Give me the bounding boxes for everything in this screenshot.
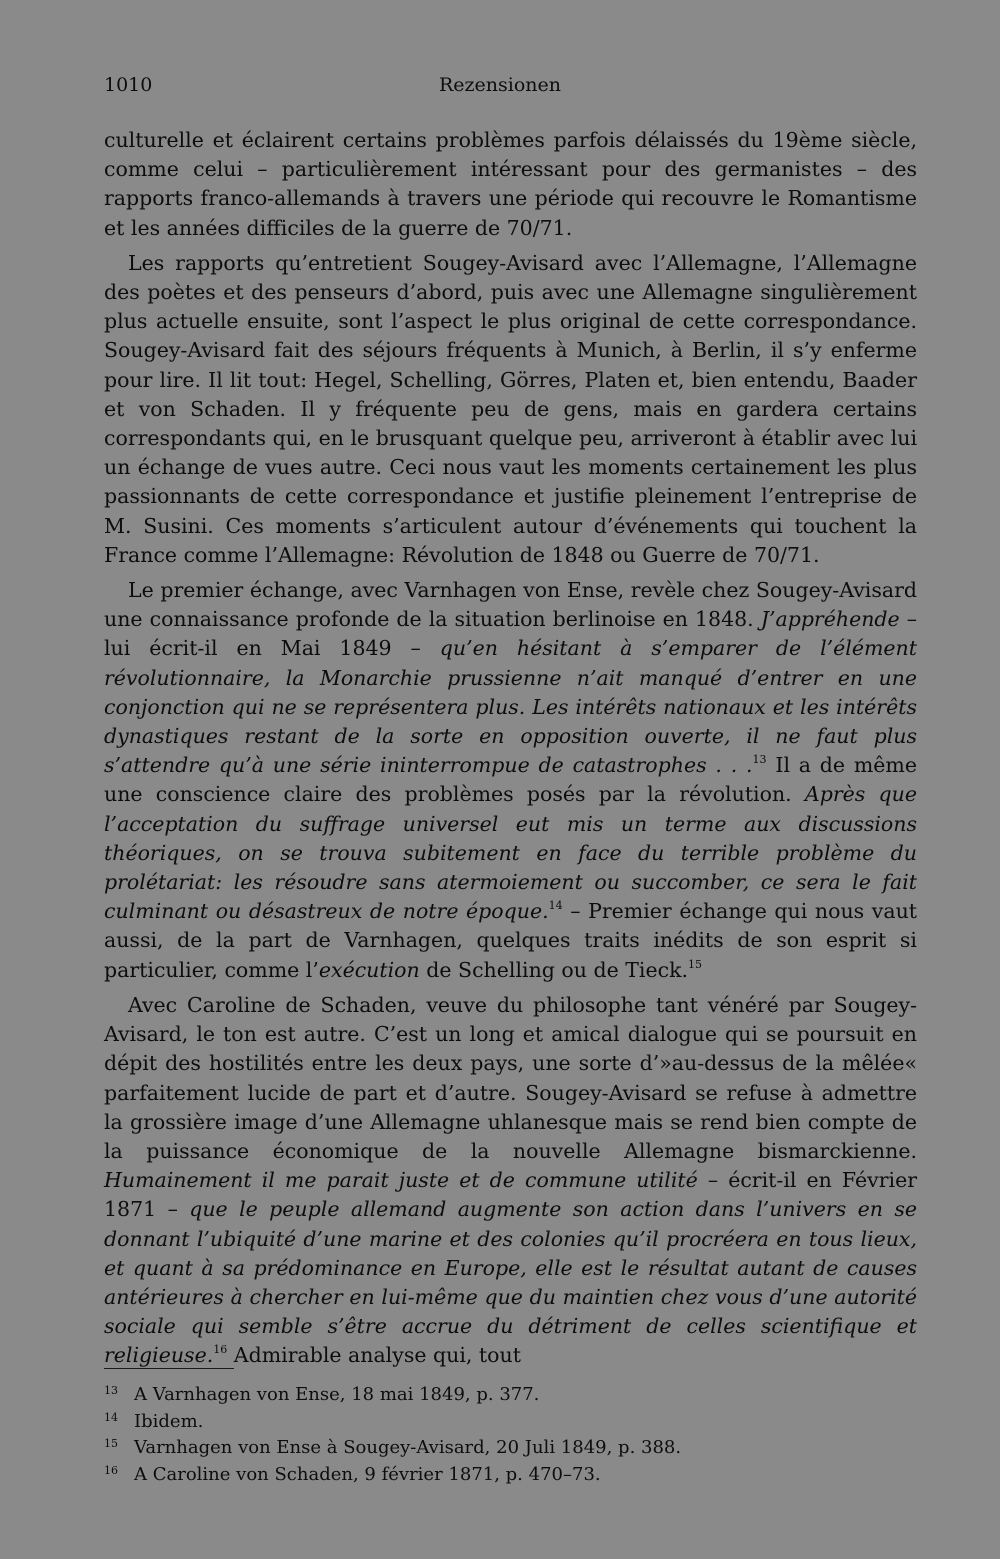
text-span: Admirable analyse qui, tout [233,1343,521,1368]
footnote-ref-14[interactable]: 14 [548,899,563,913]
text-span: Avec Caroline de Schaden, veuve du philosophe tant vénéré par Sougey-Avisard, le ton est autre. C’est un long et amical dialogue qui se poursuit en dépit des hostilités entre les deux pays, une sorte d’»au-dessus de la mêlée« parfaitement lucide de part et d’autre. Sougey-Avisard se refuse à admettre la grossière image d’une Allemagne uhlanesque mais se rend bien compte de la puissance économique de la nouvelle Allemagne bismarckienne. [104,992,917,1163]
footnotes [104,1380,917,1486]
footnote-14 [104,1407,917,1434]
footnote-text: A Caroline von Schaden, 9 février 1871, p. 470–73. [134,1463,601,1485]
footnote-ref-13[interactable]: 13 [752,753,767,767]
body-text [104,126,917,1371]
quote-italic: que le peuple allemand augmente son action dans l’univers en se donnant l’ubiquité d’une marine et des colonies qu’il procréera en tous lieux, et quant à sa prédominance en Europe, elle est le résultat autant de causes antérieures à chercher en lui-même que du maintien chez vous d’une autorité sociale qui semble s’être accrue du détriment de celles scientifique et religieuse. [104,1197,918,1368]
text-span: de Schelling ou de Tieck. [426,957,689,982]
footnote-number: 13 [104,1384,118,1397]
footnote-ref-16[interactable]: 16 [213,1343,228,1357]
page-number: 1010 [104,74,153,96]
footnote-13 [104,1380,917,1407]
footnote-text: Ibidem. [134,1410,204,1432]
footnote-number: 14 [104,1410,118,1424]
footnote-ref-15[interactable]: 15 [688,957,703,971]
paragraph-1: culturelle et éclairent certains problèmes parfois délaissés du 19ème siècle, comme celui – particulièrement intéressant pour des germanistes – des rapports franco-allemands à travers une période qui recouvre le Romantisme et les années difficiles de la guerre de 70/71. [104,128,917,240]
text-span: Il a de même une conscience claire des problèmes posés par la révolution. [104,753,917,807]
footnote-rule [104,1368,234,1369]
paragraph-4 [104,991,917,1371]
quote-italic: exécution [318,957,420,982]
running-title: Rezensionen [438,74,562,96]
text-span: – Premier échange qui nous vaut aussi, de la part de Varnhagen, quelques traits inédits de son esprit si particulier, comme l’ [104,899,918,982]
footnote-16 [104,1460,917,1487]
paragraph-2: Les rapports qu’entretient Sougey-Avisard avec l’Allemagne, l’Allemagne des poètes et des penseurs d’abord, puis avec une Allemagne singulièrement plus actuelle ensuite, sont l’aspect le plus original de cette correspondance. Sougey-Avisard fait des séjours fréquents à Munich, à Berlin, il s’y enferme pour lire. Il lit tout: Hegel, Schelling, Görres, Platen et, bien entendu, Baader et von Schaden. Il y fréquente peu de gens, mais en gardera certains correspondants qui, en le brusquant quelque peu, arriveront à établir avec lui un échange de vues autre. Ceci nous vaut les moments certainement les plus passionnants de cette correspondance et justifie pleinement l’entreprise de M. Susini. Ces moments s’articulent autour d’événements qui touchent la France comme l’Allemagne: Révolution de 1848 ou Guerre de 70/71. [104,250,917,567]
quote-italic: Après que l’acceptation du suffrage universel eut mis un terme aux discussions théoriques, on se trouva subitement en face du terrible problème du prolétariat: les résoudre sans atermoiement ou succomber, ce sera le fait culminant ou désastreux de notre époque. [104,782,917,924]
paragraph-3 [104,576,917,985]
text-span: – écrit-il en Février 1871 – [104,1168,917,1222]
page-header [104,74,896,100]
footnote-text: Varnhagen von Ense à Sougey-Avisard, 20 Juli 1849, p. 388. [134,1437,682,1458]
footnote-number: 15 [104,1437,118,1450]
text-span: Le premier échange, avec Varnhagen von Ense, revèle chez Sougey-Avisard une connaissance profonde de la situation berlinoise en 1848. [104,578,917,632]
quote-italic: qu’en hésitant à s’emparer de l’élément révolutionnaire, la Monarchie prussienne n’ait manqué d’entrer en une conjonction qui ne se représentera plus. Les intérêts nationaux et les intérêts dynastiques restant de la sorte en opposition ouverte, il ne faut plus s’attendre qu’à une série ininterrompue de catastrophes . . . [104,636,918,778]
quote-italic: Humainement il me parait juste et de commune utilité [104,1168,698,1193]
footnote-number: 16 [104,1463,118,1477]
footnote-15 [104,1433,917,1460]
quote-italic: J’appréhende [760,607,900,632]
text-span: – lui écrit-il en Mai 1849 – [104,607,917,661]
footnote-text: A Varnhagen von Ense, 18 mai 1849, p. 377. [134,1384,540,1405]
